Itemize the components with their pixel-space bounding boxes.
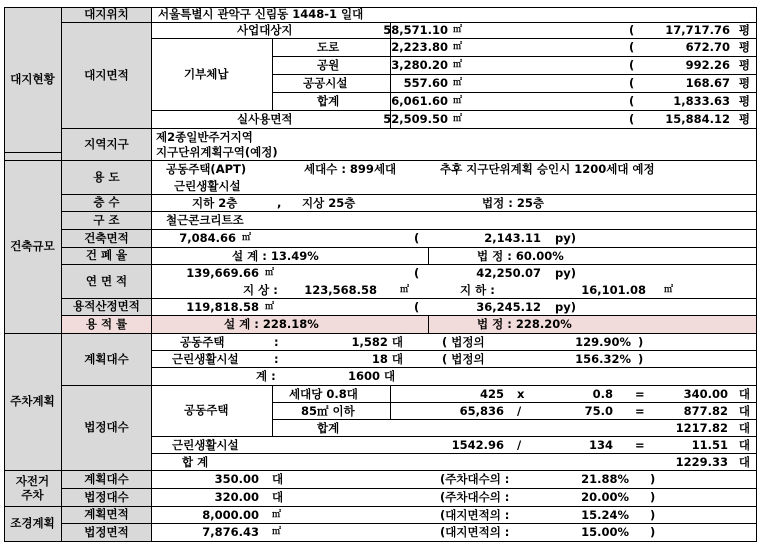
donation-park-m2: 3,280.20	[391, 58, 448, 72]
below-label: 지 하 :	[460, 283, 495, 297]
donation-label: 기부체납	[184, 67, 229, 81]
use-main: 공동주택(APT)	[166, 162, 247, 176]
structure-value: 철근콘크리트조	[166, 213, 244, 227]
donation-public-py: 168.67	[685, 76, 730, 90]
legal-row2-a: 65,836	[459, 404, 504, 418]
unit-py: 평	[738, 23, 750, 37]
donation-public-label-cell	[273, 75, 391, 93]
unit-m2: ㎡	[453, 96, 463, 106]
bicycle-legal-pct: 20.00%	[581, 490, 629, 504]
households: 세대수 : 899세대	[304, 162, 397, 176]
open-paren: (	[414, 266, 420, 280]
far-area-py: 36,245.12	[476, 300, 541, 314]
plan-apt-count: 1,582 대	[351, 335, 403, 349]
plan-apt-legal: ( 법정의	[442, 335, 485, 349]
plan-retail-legal: ( 법정의	[442, 352, 485, 366]
legal-total: 1229.33	[675, 455, 728, 469]
unit-m2: ㎡	[453, 42, 463, 52]
below-value: 16,101.08	[581, 283, 646, 297]
donation-park-label: 공원	[317, 58, 340, 72]
unit-py: 평	[738, 58, 750, 72]
legal-row1-cell	[391, 386, 757, 403]
legal-cond1-cell	[273, 386, 391, 403]
close-paren: )	[638, 352, 644, 366]
unit-m2: ㎡	[242, 233, 252, 243]
legal-cond2: 85㎡ 이하	[301, 404, 355, 418]
landscape-legal-value: 7,876.43	[202, 525, 259, 539]
site-section-filler	[4, 153, 62, 161]
coverage-design-cell	[152, 248, 429, 265]
coverage-label: 건 폐 율	[62, 248, 152, 265]
legal-retail-row	[152, 437, 757, 454]
floor-area-split-cell	[152, 282, 757, 299]
bicycle-section-label	[4, 471, 62, 507]
plan-retail-label: 근린생활시설	[172, 352, 239, 366]
donation-park-label-cell	[273, 57, 391, 75]
unit-m2: ㎡	[400, 285, 410, 295]
landscape-plan-pct: 15.24%	[581, 508, 629, 522]
bicycle-legal-value: 320.00	[214, 490, 259, 504]
site-area-label: 대지면적	[62, 23, 152, 129]
donation-road-label: 도로	[317, 40, 340, 54]
legal-retail-op: /	[517, 438, 522, 452]
legal-total-row	[152, 454, 757, 471]
legal-row2-op: /	[517, 404, 522, 418]
unit-py: py)	[555, 266, 576, 280]
bicycle-plan-label: 계획대수	[62, 471, 152, 489]
unit-py: py)	[555, 231, 576, 245]
site-location-label: 대지위치	[62, 7, 152, 23]
far-area-label: 용적산정면적	[62, 299, 152, 316]
actual-area-m2: 52,509.50	[383, 112, 448, 126]
donation-public-value-cell	[391, 75, 757, 93]
landscape-plan-label: 계획면적	[62, 507, 152, 524]
open-paren: (	[414, 231, 420, 245]
unit-m2: ㎡	[453, 78, 463, 88]
parking-legal-label: 법정대수	[62, 386, 152, 471]
project-area-label-cell	[152, 23, 391, 39]
floor-area-label: 연 면 적	[62, 265, 152, 299]
close-paren: )	[650, 525, 656, 539]
zone-value-cell	[152, 129, 757, 161]
open-paren: (	[629, 23, 635, 37]
legal-retail-result: 11.51	[691, 438, 728, 452]
unit-dae: 대	[272, 472, 284, 486]
donation-sum-label-cell	[273, 93, 391, 111]
plan-apt-pct: 129.90%	[575, 335, 631, 349]
colon: :	[274, 352, 279, 366]
bicycle-label-line2: 주차	[21, 488, 44, 502]
donation-public-m2: 557.60	[403, 76, 448, 90]
unit-py: py)	[555, 300, 576, 314]
unit-dae: 대	[738, 421, 750, 435]
bicycle-plan-note: (주차대수의 :	[440, 472, 510, 486]
floor-area-py: 42,250.07	[476, 266, 541, 280]
plan-retail-count: 18 대	[371, 352, 403, 366]
far-legal: 법 정 : 228.20%	[477, 317, 572, 331]
plan-total: 1600 대	[348, 369, 396, 383]
parking-plan-label: 계획대수	[62, 334, 152, 386]
legal-retail-eq: =	[635, 438, 645, 452]
unit-m2: ㎡	[664, 285, 674, 295]
floors-value-cell	[152, 195, 757, 212]
actual-area-label: 실사용면적	[237, 112, 293, 126]
unit-dae: 대	[738, 455, 750, 469]
floor-area-value-cell	[152, 265, 757, 282]
use-sub: 근린생활시설	[174, 179, 241, 193]
bicycle-legal-note: (주차대수의 :	[440, 490, 510, 504]
landscape-legal-label: 법정면적	[62, 524, 152, 542]
floors-below: 지하 2층	[192, 196, 238, 210]
unit-py: 평	[738, 94, 750, 108]
building-area-m2: 7,084.66	[179, 231, 236, 245]
legal-total-label: 합 계	[182, 455, 209, 469]
unit-py: 평	[738, 76, 750, 90]
unit-m2: ㎡	[453, 114, 463, 124]
colon: :	[274, 335, 279, 349]
coverage-design: 설 계 : 13.49%	[232, 249, 319, 263]
legal-row1-b: 0.8	[592, 387, 613, 401]
donation-sum-m2: 6,061.60	[391, 94, 448, 108]
legal-row2-cell	[391, 403, 757, 420]
floor-area-m2: 139,669.66	[186, 266, 259, 280]
bicycle-plan-row	[152, 471, 757, 489]
floors-sep: ,	[277, 196, 282, 210]
donation-label-cell	[152, 39, 273, 111]
use-label: 용 도	[62, 161, 152, 195]
site-location-value: 서울특별시 관악구 신림동 1448-1 일대	[158, 7, 364, 21]
floors-legal: 법정 : 25층	[482, 196, 544, 210]
floors-above: 지상 25층	[302, 196, 356, 210]
parking-section-label: 주차계획	[4, 334, 62, 471]
landscape-plan-note: (대지면적의 :	[440, 508, 510, 522]
zone-line2: 지구단위계획구역(예정)	[156, 145, 278, 159]
legal-row1-result: 340.00	[683, 387, 728, 401]
far-design: 설 계 : 228.18%	[224, 317, 319, 331]
landscape-section-label: 조경계획	[4, 507, 62, 542]
legal-cond2-cell	[273, 403, 391, 420]
project-area-value-cell	[383, 23, 757, 39]
bicycle-plan-pct: 21.88%	[581, 472, 629, 486]
future-note: 추후 지구단위계획 승인시 1200세대 예정	[440, 162, 655, 176]
bicycle-plan-value: 350.00	[214, 472, 259, 486]
donation-road-label-cell	[273, 39, 391, 57]
unit-py: 평	[738, 112, 750, 126]
unit-dae: 대	[738, 404, 750, 418]
site-section-label: 대지현황	[4, 7, 62, 153]
far-area-m2: 119,818.58	[186, 300, 259, 314]
actual-area-py: 15,884.12	[665, 112, 730, 126]
legal-row2-result: 877.82	[683, 404, 728, 418]
bicycle-legal-label: 법정대수	[62, 489, 152, 507]
plan-apt-label: 공동주택	[180, 335, 225, 349]
bicycle-label-line1: 자전거	[15, 473, 50, 488]
open-paren: (	[629, 94, 635, 108]
unit-py: 평	[738, 40, 750, 54]
building-section-label: 건축규모	[4, 161, 62, 334]
legal-apt-sum: 1217.82	[675, 421, 728, 435]
actual-area-label-cell	[152, 111, 391, 129]
landscape-legal-pct: 15.00%	[581, 525, 629, 539]
project-area-py: 17,717.76	[665, 23, 730, 37]
donation-road-value-cell	[391, 39, 757, 57]
donation-sum-value-cell	[391, 93, 757, 111]
landscape-legal-note: (대지면적의 :	[440, 525, 510, 539]
building-area-py: 2,143.11	[484, 231, 541, 245]
open-paren: (	[629, 40, 635, 54]
legal-row1-eq: =	[635, 387, 645, 401]
donation-sum-py: 1,833.63	[673, 94, 730, 108]
far-legal-cell	[429, 316, 757, 334]
zone-label: 지역지구	[62, 129, 152, 161]
close-paren: )	[650, 472, 656, 486]
close-paren: )	[638, 335, 644, 349]
project-area-m2: 58,571.10	[383, 23, 448, 37]
parking-plan-retail-row	[152, 351, 757, 368]
donation-sum-label: 합계	[317, 94, 340, 108]
landscape-plan-row	[152, 507, 757, 524]
unit-m2: ㎡	[265, 268, 275, 278]
floors-label: 층 수	[62, 195, 152, 212]
donation-road-py: 672.70	[685, 40, 730, 54]
building-area-value-cell	[152, 230, 757, 248]
legal-retail-b: 134	[588, 438, 613, 452]
legal-row2-b: 75.0	[584, 404, 613, 418]
parking-plan-total-row	[152, 368, 757, 386]
coverage-legal-cell	[429, 248, 757, 265]
plan-total-label: 계 :	[256, 369, 276, 383]
unit-m2: ㎡	[453, 25, 463, 35]
unit-dae: 대	[738, 387, 750, 401]
legal-row1-a: 425	[479, 387, 504, 401]
bicycle-legal-row	[152, 489, 757, 507]
project-area-label: 사업대상지	[237, 23, 293, 37]
far-design-cell	[152, 316, 429, 334]
open-paren: (	[414, 300, 420, 314]
structure-value-cell	[152, 212, 757, 230]
landscape-plan-value: 8,000.00	[202, 508, 259, 522]
open-paren: (	[629, 76, 635, 90]
close-paren: )	[650, 508, 656, 522]
landscape-legal-row	[152, 524, 757, 542]
unit-dae: 대	[272, 490, 284, 504]
legal-apt-label-cell	[152, 386, 273, 437]
above-label: 지 상 :	[243, 283, 278, 297]
donation-park-py: 992.26	[685, 58, 730, 72]
legal-retail-label: 근린생활시설	[172, 438, 239, 452]
legal-apt-label: 공동주택	[184, 403, 229, 417]
donation-park-value-cell	[391, 57, 757, 75]
legal-retail-a: 1542.96	[451, 438, 504, 452]
far-label: 용 적 률	[62, 316, 152, 334]
close-paren: )	[650, 490, 656, 504]
structure-label: 구 조	[62, 212, 152, 230]
unit-m2: ㎡	[272, 527, 282, 537]
legal-apt-sum-label: 합계	[317, 421, 340, 435]
far-area-value-cell	[152, 299, 757, 316]
open-paren: (	[629, 58, 635, 72]
open-paren: (	[629, 112, 635, 126]
legal-row1-op: x	[517, 387, 525, 401]
legal-apt-sum-row	[273, 420, 757, 437]
unit-m2: ㎡	[265, 302, 275, 312]
donation-road-m2: 2,223.80	[391, 40, 448, 54]
donation-public-label: 공공시설	[303, 76, 348, 90]
legal-row2-eq: =	[635, 404, 645, 418]
site-location-cell	[152, 7, 757, 23]
unit-dae: 대	[738, 438, 750, 452]
coverage-legal: 법 정 : 60.00%	[477, 249, 564, 263]
zone-line1: 제2종일반주거지역	[156, 130, 253, 144]
parking-plan-apt-row	[152, 334, 757, 351]
unit-m2: ㎡	[272, 510, 282, 520]
plan-retail-pct: 156.32%	[575, 352, 631, 366]
above-value: 123,568.58	[304, 283, 377, 297]
building-area-label: 건축면적	[62, 230, 152, 248]
use-value-cell	[152, 161, 757, 195]
legal-cond1: 세대당 0.8대	[289, 387, 358, 401]
unit-m2: ㎡	[453, 60, 463, 70]
actual-area-value-cell	[383, 111, 757, 129]
